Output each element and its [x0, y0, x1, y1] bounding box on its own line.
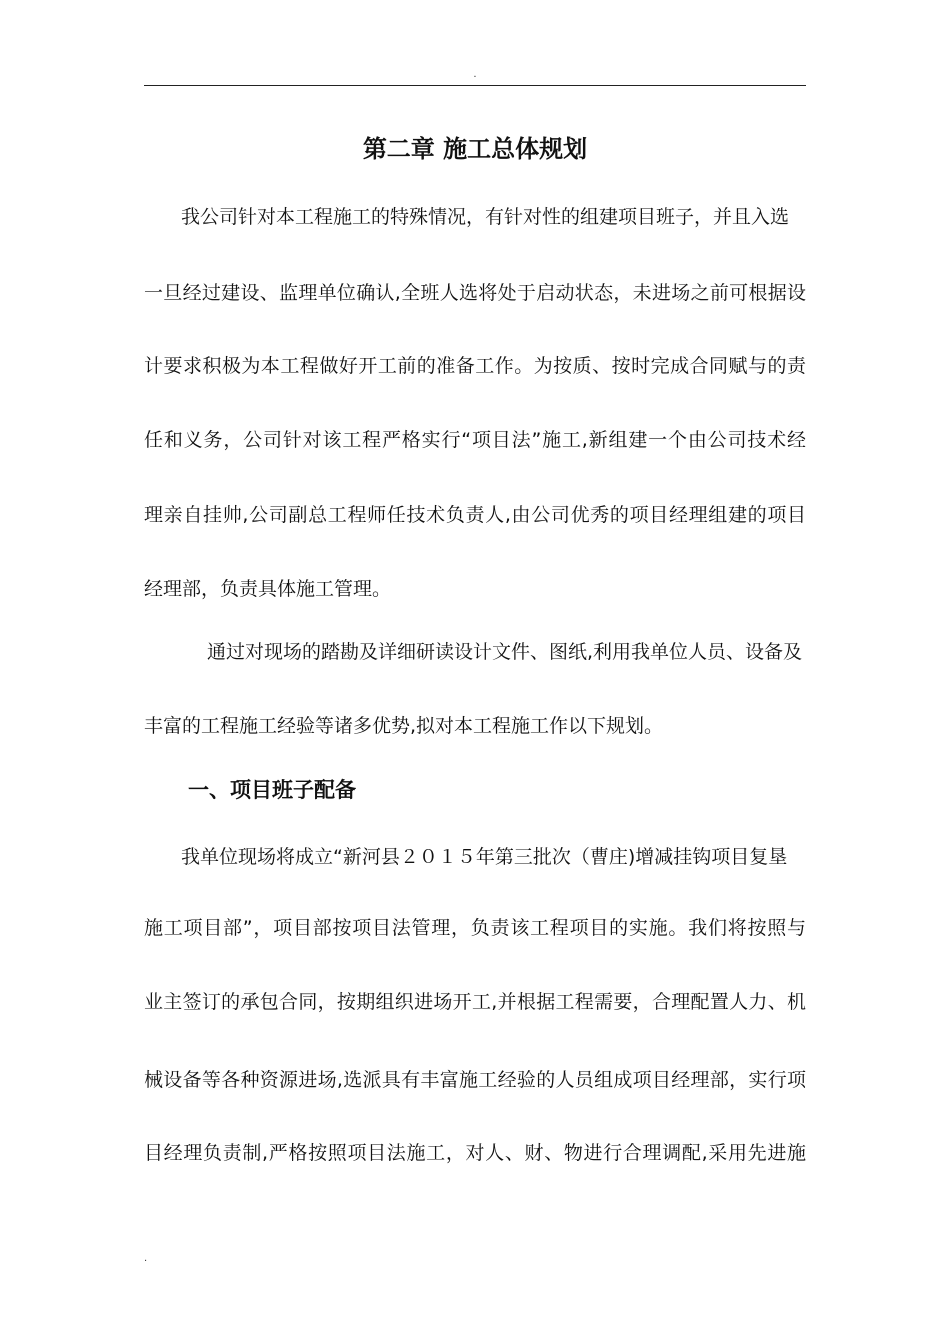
header-mark: . [473, 69, 477, 80]
paragraph-1-line-3: 计要求积极为本工程做好开工前的准备工作。为按质、按时完成合同赋与的责 [144, 355, 806, 377]
paragraph-2-line-2: 丰富的工程施工经验等诸多优势,拟对本工程施工作以下规划。 [144, 715, 664, 737]
section-line-2: 施工项目部”，项目部按项目法管理，负责该工程项目的实施。我们将按照与 [144, 917, 806, 939]
section-line-4: 械设备等各种资源进场,选派具有丰富施工经验的人员组成项目经理部，实行项 [144, 1069, 806, 1091]
chapter-title: 第二章 施工总体规划 [362, 135, 588, 163]
section-heading: 一、项目班子配备 [188, 778, 356, 802]
paragraph-1-line-6: 经理部，负责具体施工管理。 [144, 578, 392, 600]
paragraph-1-line-2: 一旦经过建设、监理单位确认,全班人选将处于启动状态，未进场之前可根据设 [144, 282, 806, 304]
section-line-3: 业主签订的承包合同，按期组织进场开工,并根据工程需要，合理配置人力、机 [144, 991, 806, 1013]
header-rule [144, 85, 806, 86]
footer-mark: . [144, 1253, 148, 1264]
section-line-5: 目经理负责制,严格按照项目法施工，对人、财、物进行合理调配,采用先进施 [144, 1142, 806, 1164]
paragraph-1-line-4: 任和义务，公司针对该工程严格实行“项目法”施工,新组建一个由公司技术经 [144, 429, 806, 451]
section-line-1: 我单位现场将成立“新河县２０１５年第三批次（曹庄)增减挂钩项目复垦 [181, 846, 788, 868]
paragraph-1-line-5: 理亲自挂帅,公司副总工程师任技术负责人,由公司优秀的项目经理组建的项目 [144, 504, 806, 526]
paragraph-1-line-1: 我公司针对本工程施工的特殊情况，有针对性的组建项目班子，并且入选 [181, 206, 790, 228]
paragraph-2-line-1: 通过对现场的踏勘及详细研读设计文件、图纸,利用我单位人员、设备及 [207, 641, 803, 663]
